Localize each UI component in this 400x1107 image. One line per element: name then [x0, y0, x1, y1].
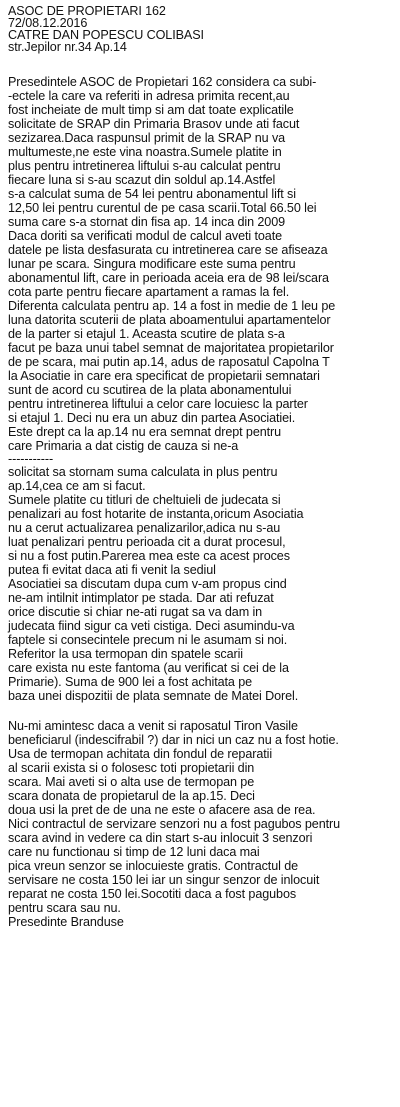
body-line: solicitate de SRAP din Primaria Brasov unde ati facut	[8, 117, 300, 131]
body-line: orice discutie si chiar ne-ati rugat sa va dam in	[8, 605, 263, 619]
body-line: luat penalizari pentru perioada cit a durat procesul,	[8, 535, 286, 549]
body-line: Diferenta calculata pentru ap. 14 a fost in medie de 1 leu pe	[8, 299, 336, 313]
body-line: ne-am intilnit intimplator pe stada. Dar ati refuzat	[8, 591, 274, 605]
body-line: abonamentul lift, care in perioada aceia era de 98 lei/scara	[8, 271, 329, 285]
body-line: facut pe baza unui tabel semnat de majoritatea propietarilor	[8, 341, 334, 355]
body-line: beneficiarul (indescifrabil ?) dar in nici un caz nu a fost hotie.	[8, 733, 339, 747]
body-line: lunar pe scara. Singura modificare este suma pentru	[8, 257, 296, 271]
body-line: scara. Mai aveti si o alta use de termopan pe	[8, 775, 255, 789]
body-line: baza unei dispozitii de plata semnate de Matei Dorel.	[8, 689, 299, 703]
body-line: doua usi la pret de de una ne este o afacere asa de rea.	[8, 803, 316, 817]
body-line: suma care s-a stornat din fisa ap. 14 inca din 2009	[8, 215, 286, 229]
body-line: sezizarea.Daca raspunsul primit de la SRAP nu va	[8, 131, 286, 145]
body-line: multumeste,ne este vina noastra.Sumele platite in	[8, 145, 282, 159]
body-line: Presedinte Branduse	[8, 915, 124, 929]
body-line: si etajul 1. Deci nu era un abuz din partea Asociatiei.	[8, 411, 296, 425]
body-line: Primarie). Suma de 900 lei a fost achitata pe	[8, 675, 253, 689]
body-line: Usa de termopan achitata din fondul de reparatii	[8, 747, 273, 761]
body-line: fiecare luna si s-au scazut din soldul ap.14.Astfel	[8, 173, 276, 187]
body-line: fost incheiate de mult timp si am dat toate explicatile	[8, 103, 294, 117]
body-line: care exista nu este fantoma (au verificat si cei de la	[8, 661, 289, 675]
body-line: reparat ne costa 150 lei.Socotiti daca a fost pagubos	[8, 887, 297, 901]
header-line: str.Jepilor nr.34 Ap.14	[8, 40, 127, 54]
body-line: Daca doriti sa verificati modul de calcul aveti toate	[8, 229, 282, 243]
body-line: pentru intretinerea liftului a celor care locuiesc la parter	[8, 397, 308, 411]
body-line: servisare ne costa 150 lei iar un singur senzor de inlocuit	[8, 873, 320, 887]
body-line: Asociatiei sa discutam dupa cum v-am propus cind	[8, 577, 287, 591]
body-line: s-a calculat suma de 54 lei pentru abonamentul lift si	[8, 187, 296, 201]
body-line: Referitor la usa termopan din spatele scarii	[8, 647, 243, 661]
body-line: solicitat sa stornam suma calculata in plus pentru	[8, 465, 278, 479]
body-line: datele pe lista desfasurata cu intretinerea care se afiseaza	[8, 243, 328, 257]
body-line: scara avind in vedere ca din start s-au inlocuit 3 senzori	[8, 831, 313, 845]
body-line: al scarii exista si o folosesc toti propietarii din	[8, 761, 255, 775]
body-line: Nici contractul de servizare senzori nu a fost pagubos pentru	[8, 817, 341, 831]
body-line: de pe scara, mai putin ap.14, adus de raposatul Capolna T	[8, 355, 330, 369]
body-line: ap.14,cea ce am si facut.	[8, 479, 146, 493]
body-line: pica vreun senzor se inlocuieste gratis. Contractul de	[8, 859, 299, 873]
body-line: faptele si consecintele precum ni le asumam si noi.	[8, 633, 288, 647]
header-line: CATRE DAN POPESCU COLIBASI	[8, 28, 204, 42]
header-line: 72/08.12.2016	[8, 16, 88, 30]
body-line: 12,50 lei pentru curentul de pe casa scarii.Total 66.50 lei	[8, 201, 317, 215]
body-line: scara donata de propietarul de la ap.15. Deci	[8, 789, 255, 803]
body-line: care Primaria a dat cistig de cauza si ne-a	[8, 439, 239, 453]
body-line: care nu functionau si timp de 12 luni daca mai	[8, 845, 260, 859]
body-line: nu a cerut actualizarea penalizarilor,adica nu s-au	[8, 521, 281, 535]
body-line: si nu a fost putin.Parerea mea este ca acest proces	[8, 549, 290, 563]
body-line: luna datorita scuterii de plata aboamentului apartamentelor	[8, 313, 331, 327]
body-line: plus pentru intretinerea liftului s-au calculat pentru	[8, 159, 281, 173]
body-line: Nu-mi amintesc daca a venit si raposatul Tiron Vasile	[8, 719, 298, 733]
body-line: putea fi evitat daca ati fi venit la sediul	[8, 563, 216, 577]
body-line: de la parter si etajul 1. Aceasta scutire de plata s-a	[8, 327, 285, 341]
body-line: pentru scara sau nu.	[8, 901, 121, 915]
body-line: sunt de acord cu scutirea de la plata abonamentului	[8, 383, 292, 397]
body-line: cota parte pentru fiecare apartament a ramas la fel.	[8, 285, 290, 299]
body-line: la Asociatie in care era specificat de propietarii semnatari	[8, 369, 320, 383]
body-line: Sumele platite cu titluri de cheltuieli de judecata si	[8, 493, 281, 507]
body-line: judecata fiind sigur ca veti cistiga. Deci asumindu-va	[8, 619, 295, 633]
body-line: penalizari au fost hotarite de instanta,oricum Asociatia	[8, 507, 304, 521]
body-line: -ectele la care va referiti in adresa primita recent,au	[8, 89, 290, 103]
body-line: -----------	[8, 452, 54, 466]
body-line: Este drept ca la ap.14 nu era semnat drept pentru	[8, 425, 282, 439]
header-line: ASOC DE PROPIETARI 162	[8, 4, 166, 18]
body-line: Presedintele ASOC de Propietari 162 considera ca subi-	[8, 75, 317, 89]
